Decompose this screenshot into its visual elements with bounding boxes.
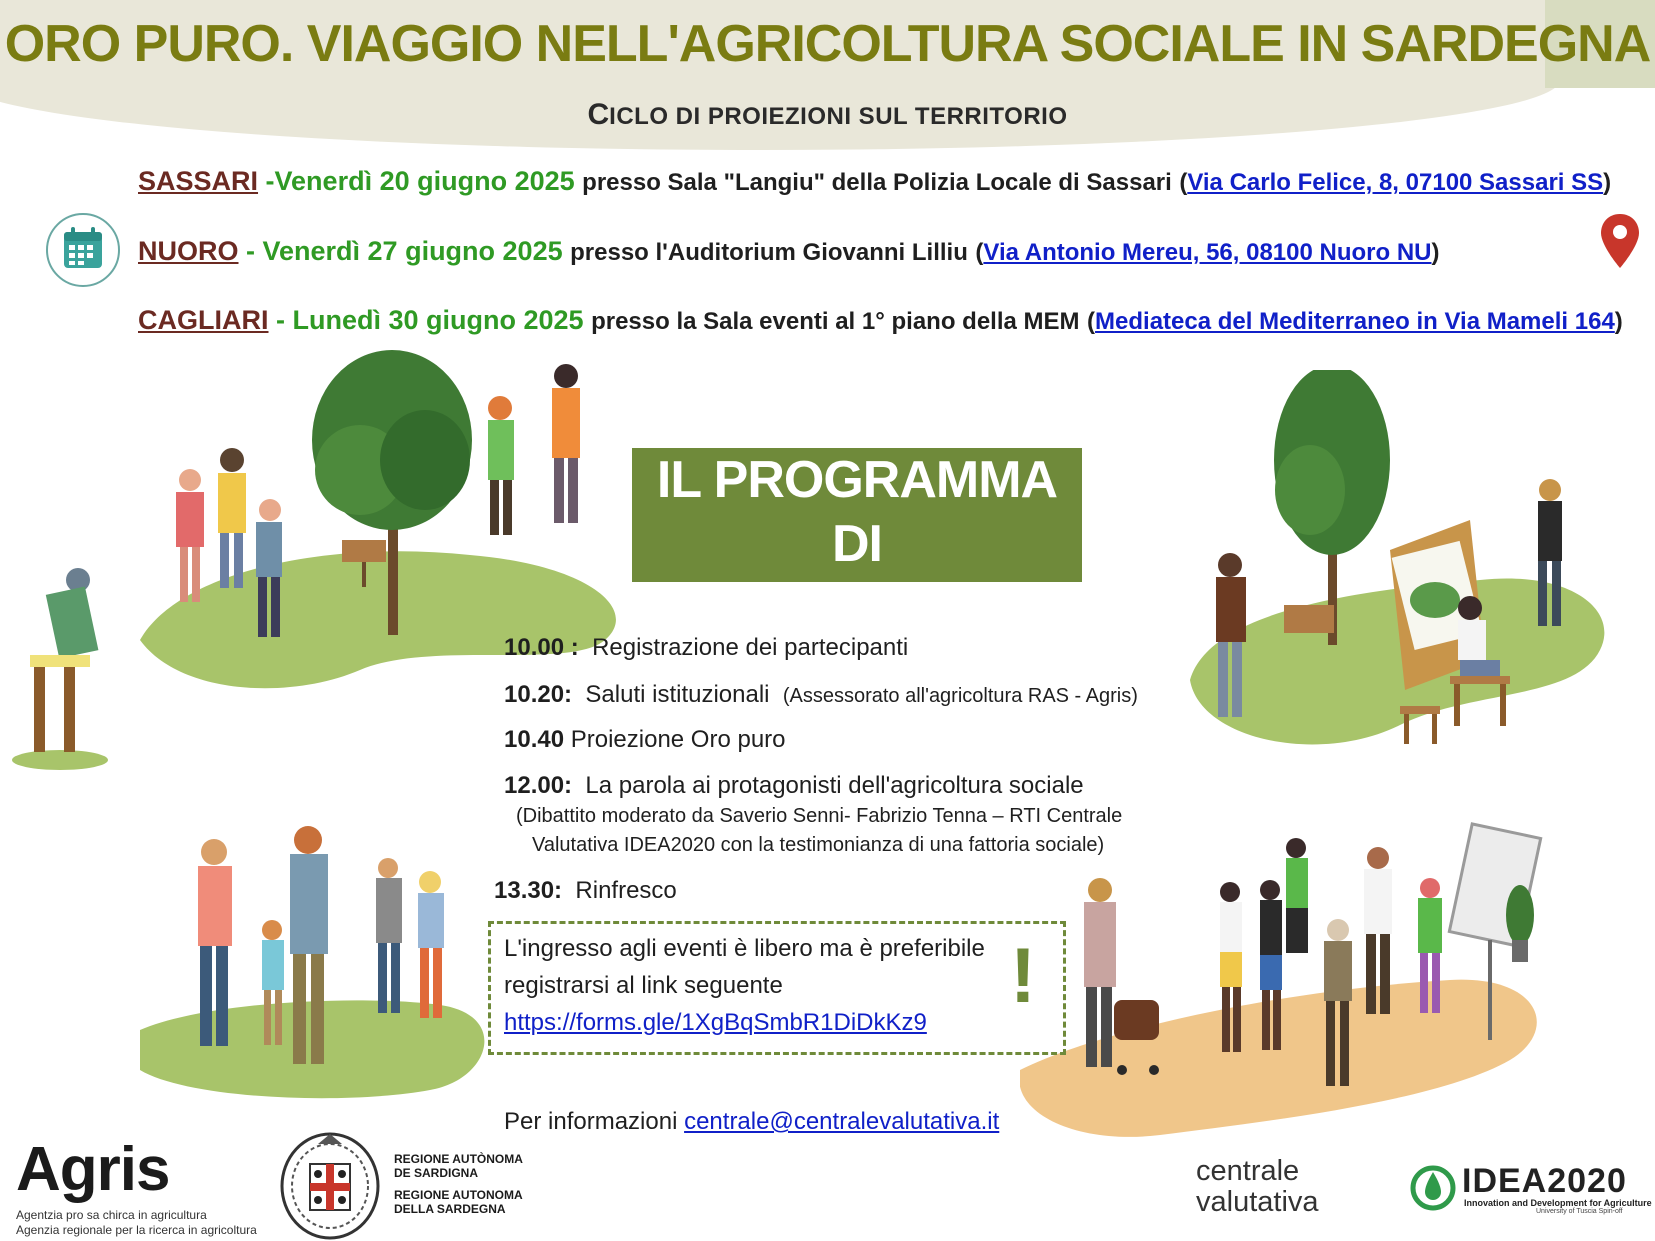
registration-link[interactable]: https://forms.gle/1XgBqSmbR1DiDkKz9 — [504, 1009, 927, 1036]
contact-email-link[interactable]: centrale@centralevalutativa.it — [684, 1108, 1000, 1135]
schedule-detail: (Dibattito moderato da Saverio Senni- Fabrizio Tenna – RTI Centrale — [516, 805, 1123, 827]
idea2020-tagline: Innovation and Development for Agriculture — [1464, 1198, 1652, 1208]
calendar-icon — [46, 213, 120, 287]
address-link-sassari[interactable]: Via Carlo Felice, 8, 07100 Sassari SS — [1187, 169, 1604, 196]
page-title: ORO PURO. VIAGGIO NELL'AGRICOLTURA SOCIALE IN SARDEGNA — [4, 15, 1651, 73]
program-heading: IL PROGRAMMA DI OGNI EVENTO — [632, 448, 1082, 582]
regione-sardegna-text: REGIONE AUTÒNOMA DE SARDIGNA REGIONE AUTONOMA DELLA SARDEGNA — [394, 1152, 523, 1216]
illustration-workshop-right — [1020, 820, 1560, 1150]
address-link-nuoro[interactable]: Via Antonio Mereu, 56, 08100 Nuoro NU — [983, 239, 1432, 266]
exclamation-icon: ! — [1010, 931, 1036, 1019]
agris-logo: Agris — [16, 1135, 170, 1204]
schedule-item: 12.00: La parola ai protagonisti dell'agricoltura sociale — [504, 772, 1084, 799]
event-nuoro: NUORO - Venerdì 27 giugno 2025 presso l'Auditorium Giovanni Lilliu (Via Antonio Mereu, 56, 08100 Nuoro NU) — [138, 236, 1440, 266]
idea2020-drop-icon — [1410, 1160, 1456, 1214]
contact-info: Per informazioni centrale@centralevalutativa.it — [504, 1108, 1000, 1135]
map-pin-icon — [1598, 212, 1642, 277]
centrale-valutativa-logo: centrale valutativa — [1196, 1155, 1319, 1218]
idea2020-logo: IDEA2020 — [1462, 1162, 1627, 1200]
event-cagliari: CAGLIARI - Lunedì 30 giugno 2025 presso la Sala eventi al 1° piano della MEM (Mediateca del Mediterraneo in Via Mameli 164) — [138, 305, 1623, 335]
schedule-item: 10.20: Saluti istituzionali (Assessorato all'agricoltura RAS - Agris) — [504, 681, 1138, 708]
regione-sardegna-crest-icon — [278, 1130, 382, 1241]
schedule-detail: Valutativa IDEA2020 con la testimonianza di una fattoria sociale) — [532, 834, 1105, 856]
schedule-item: 10.40 Proiezione Oro puro — [504, 726, 786, 753]
schedule-item: 10.00 : Registrazione dei partecipanti — [504, 634, 909, 661]
idea2020-spinoff: University of Tuscia Spin-off — [1536, 1208, 1623, 1215]
event-sassari: SASSARI -Venerdì 20 giugno 2025 presso Sala "Langiu" della Polizia Locale di Sassari (Via Carlo Felice, 8, 07100 Sassari SS) — [138, 166, 1612, 196]
illustration-family-left — [130, 820, 510, 1110]
agris-subtitle: Agentzia pro sa chirca in agricultura Agenzia regionale per la ricerca in agricoltura — [16, 1208, 257, 1237]
page-subtitle: CICLO DI PROIEZIONI SUL TERRITORIO — [587, 98, 1068, 131]
registration-text: L'ingresso agli eventi è libero ma è preferibile registrarsi al link seguente https://forms.gle/1XgBqSmbR1DiDkKz9 — [504, 930, 985, 1041]
address-link-cagliari[interactable]: Mediateca del Mediterraneo in Via Mameli 164 — [1095, 308, 1615, 335]
illustration-painter-right — [1180, 370, 1620, 770]
schedule-item: 13.30: Rinfresco — [494, 877, 677, 904]
